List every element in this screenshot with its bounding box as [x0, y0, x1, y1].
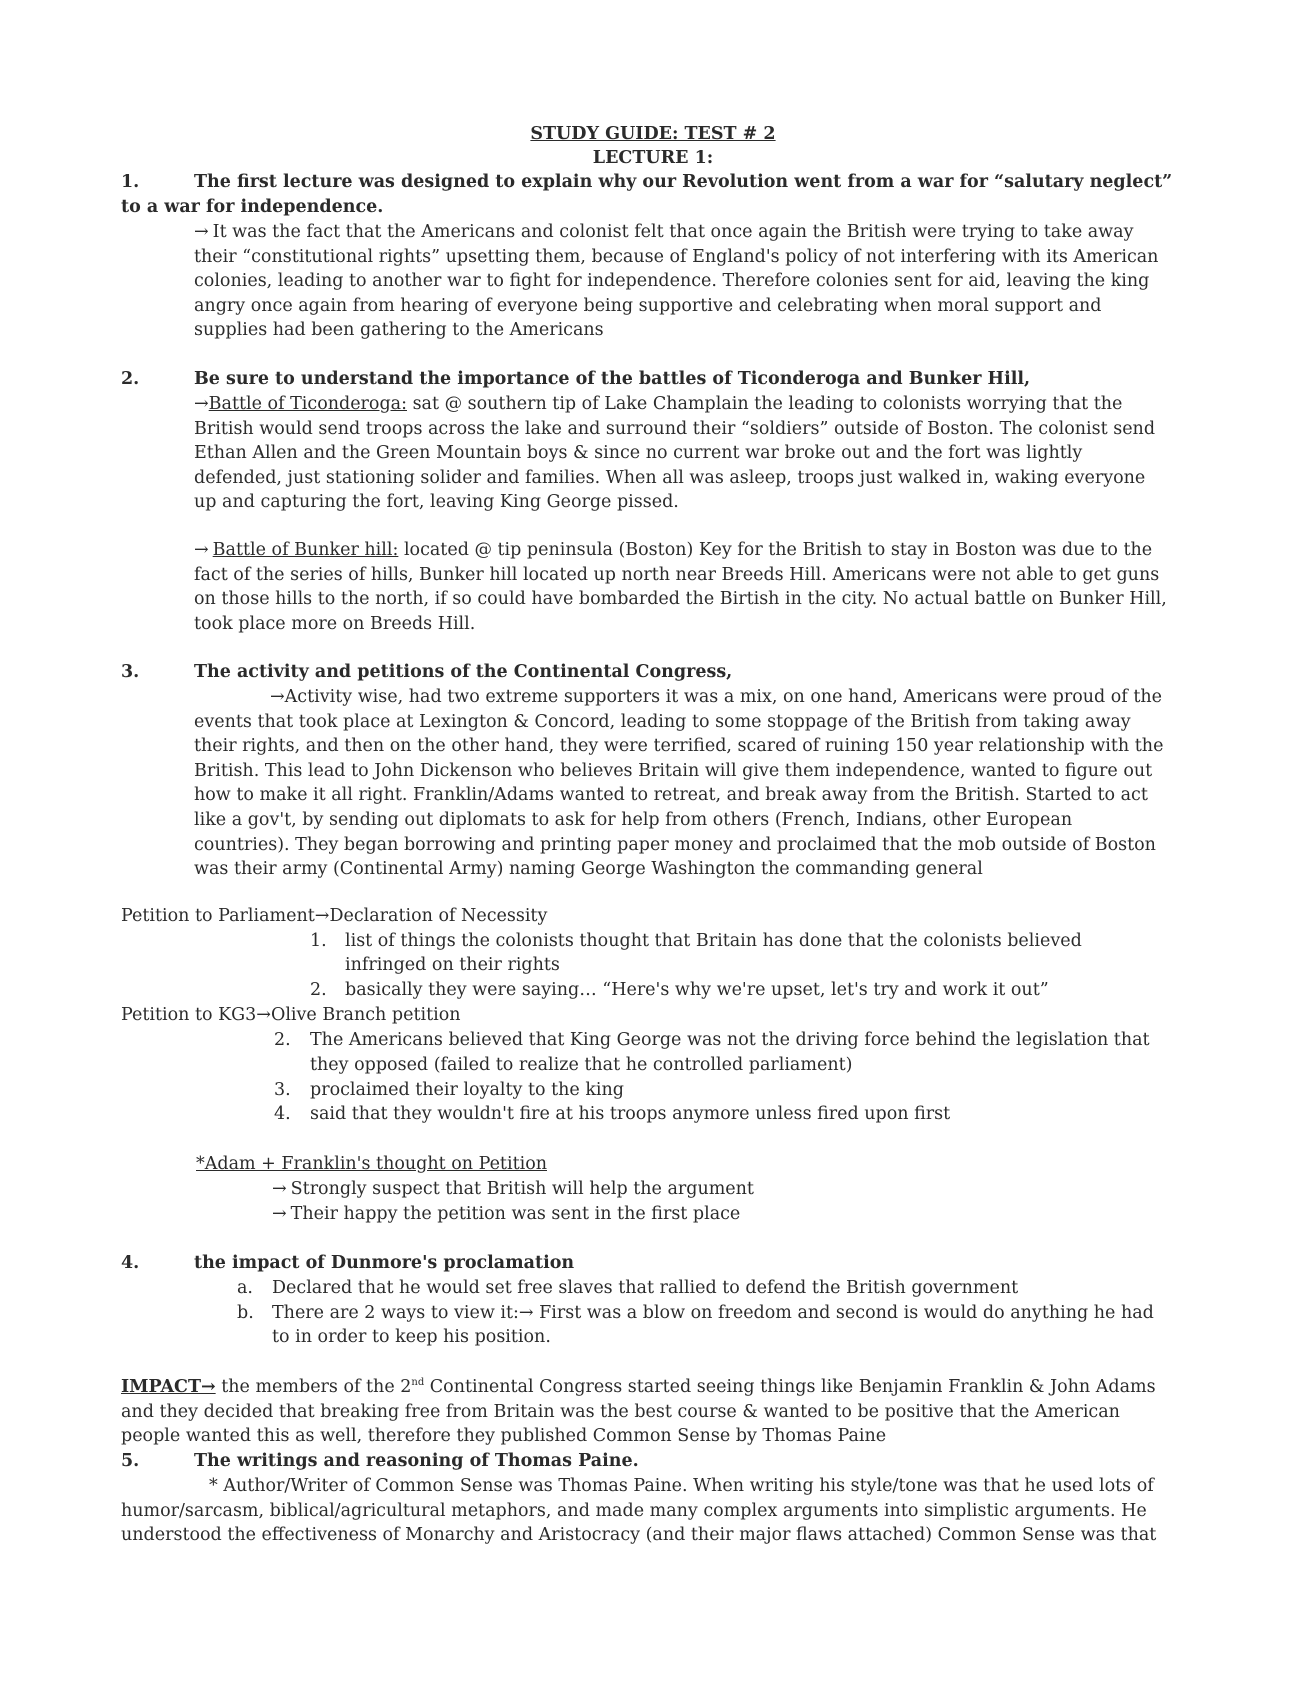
bunker-hill-line: fact of the series of hills, Bunker hill located up north near Breeds Hill. Americans were not able to get guns [194, 564, 1160, 585]
ticonderoga-line: British would send troops across the lake and surround their “soldiers” outside of Boston. The colonist send [194, 418, 1156, 439]
petition-kg3-heading: Petition to KG3→Olive Branch petition [121, 1005, 461, 1025]
arrow-icon: → [194, 540, 209, 560]
activity-line: →Activity wise, had two extreme supporters it was a mix, on one hand, Americans were proud of the [270, 687, 1162, 707]
q1-heading-line1: The first lecture was designed to explain why our Revolution went from a war for “salutary neglect” [194, 172, 1173, 192]
bunker-hill-label: Battle of Bunker hill: [212, 540, 399, 560]
bunker-hill-paragraph [194, 538, 1167, 636]
q5-heading: The writings and reasoning of Thomas Paine. [194, 1451, 639, 1471]
petition-parliament-item-cont: infringed on their rights [345, 955, 560, 975]
q1-number: 1. [121, 172, 140, 192]
petition-kg3-item: proclaimed their loyalty to the king [310, 1080, 624, 1100]
q4-number: 4. [121, 1253, 140, 1273]
ticonderoga-label: Battle of Ticonderoga: [208, 394, 407, 414]
activity-line: countries). They began borrowing and printing paper money and proclaimed that the mob outside of Boston [194, 834, 1156, 855]
petition-kg3-item-number: 4. [274, 1104, 291, 1124]
q1-answer-line: angry once again from hearing of everyone being supportive and celebrating when moral support and [194, 295, 1102, 316]
impact-line: people wanted this as well, therefore they published Common Sense by Thomas Paine [121, 1426, 887, 1447]
q4-heading: the impact of Dunmore's proclamation [194, 1253, 575, 1273]
petition-parliament-item: list of things the colonists thought that Britain has done that the colonists believed [345, 931, 1082, 951]
petition-kg3-item-number: 2. [274, 1030, 291, 1050]
impact-line: IMPACT→ the members of the 2nd Continental Congress started seeing things like Benjamin Franklin & John Adams [121, 1377, 1156, 1397]
arrow-icon: → [518, 1303, 534, 1323]
q2-heading: Be sure to understand the importance of the battles of Ticonderoga and Bunker Hill, [194, 369, 1031, 389]
q5-answer-line: * Author/Writer of Common Sense was Thomas Paine. When writing his style/tone was that he used lots of [209, 1476, 1154, 1496]
q5-number: 5. [121, 1451, 140, 1471]
q1-answer-line: their “constitutional rights” upsetting them, because of England's policy of not interfering with its American [194, 246, 1159, 267]
activity-line: their rights, and then on the other hand, they were terrified, scared of ruining 150 year relationship with the [194, 736, 1164, 757]
arrow-icon: → [200, 1377, 216, 1397]
impact-paragraph [121, 1375, 1156, 1449]
lecture-heading: LECTURE 1: [592, 148, 714, 168]
thought-item: → Strongly suspect that British will help the argument [272, 1179, 754, 1199]
q4-item-letter: b. [237, 1303, 254, 1323]
petition-kg3-item: The Americans believed that King George was not the driving force behind the legislation that [310, 1030, 1150, 1050]
q3-heading: The activity and petitions of the Continental Congress, [194, 662, 733, 682]
q4-item-letter: a. [237, 1278, 253, 1298]
impact-line: and they decided that breaking free from Britain was the best course & wanted to be positive that the American [121, 1401, 1120, 1422]
petition-parliament-item-number: 2. [310, 980, 327, 1000]
activity-line: like a gov't, by sending out diplomats to ask for help from others (French, Indians, other European [194, 809, 1073, 830]
q4-item: Declared that he would set free slaves that rallied to defend the British government [272, 1278, 1019, 1298]
petition-kg3-item: said that they wouldn't fire at his troops anymore unless fired upon first [310, 1104, 951, 1124]
q4-item-cont: to in order to keep his position. [272, 1327, 551, 1347]
document-title: STUDY GUIDE: TEST # 2 [530, 124, 776, 144]
q5-answer-line: understood the effectiveness of Monarchy and Aristocracy (and their major flaws attached) Common Sense was that [121, 1525, 1157, 1546]
arrow-icon: → [272, 1179, 287, 1199]
arrow-icon: → [272, 1204, 287, 1224]
ticonderoga-line: →Battle of Ticonderoga: sat @ southern tip of Lake Champlain the leading to colonists worrying that the [194, 394, 1123, 414]
activity-line: how to make it all right. Franklin/Adams wanted to retreat, and break away from the British. Started to act [194, 785, 1148, 806]
ticonderoga-paragraph [194, 392, 1155, 515]
bunker-hill-line: on those hills to the north, if so could have bombarded the Birtish in the city. No actual battle on Bunker Hill, [194, 589, 1167, 610]
q5-answer [121, 1474, 1156, 1548]
thought-item: → Their happy the petition was sent in the first place [272, 1204, 741, 1224]
q1-heading-line2: to a war for independence. [121, 197, 384, 217]
q1-answer [194, 220, 1158, 343]
activity-line: was their army (Continental Army) naming George Washington the commanding general [194, 859, 983, 880]
arrow-icon: → [194, 222, 209, 242]
bunker-hill-line: took place more on Breeds Hill. [194, 613, 476, 634]
activity-line: events that took place at Lexington & Concord, leading to some stoppage of the British from taking away [194, 711, 1131, 732]
arrow-icon: → [194, 394, 209, 414]
q1-answer-line: → It was the fact that the Americans and colonist felt that once again the British were trying to take away [194, 222, 1134, 242]
thought-on-petition-heading: *Adam + Franklin's thought on Petition [196, 1154, 547, 1174]
activity-line: British. This lead to John Dickenson who believes Britain will give them independence, wanted to figure out [194, 760, 1153, 781]
arrow-icon: → [256, 1005, 271, 1025]
q1-answer-line: supplies had been gathering to the Americans [194, 320, 604, 341]
ticonderoga-line: up and capturing the fort, leaving King George pissed. [194, 492, 679, 513]
q3-activity-paragraph [194, 685, 1163, 882]
bunker-hill-line: → Battle of Bunker hill: located @ tip peninsula (Boston) Key for the British to stay in Boston was due to the [194, 540, 1153, 560]
impact-label: IMPACT→ [121, 1377, 216, 1397]
q1-answer-line: colonies, leading to another war to fight for independence. Therefore colonies sent for aid, leaving the king [194, 271, 1150, 292]
q5-answer-line: humor/sarcasm, biblical/agricultural metaphors, and made many complex arguments into simplistic arguments. He [121, 1500, 1147, 1521]
q3-number: 3. [121, 662, 140, 682]
petition-parliament-item-number: 1. [310, 931, 327, 951]
arrow-icon: → [314, 906, 330, 926]
ticonderoga-line: defended, just stationing solider and families. When all was asleep, troops just walked in, waking everyone [194, 467, 1146, 488]
petition-parliament-item: basically they were saying… “Here's why we're upset, let's try and work it out” [345, 980, 1049, 1000]
petition-parliament-heading: Petition to Parliament→Declaration of Necessity [121, 906, 548, 926]
q2-number: 2. [121, 369, 140, 389]
q4-item: There are 2 ways to view it:→ First was a blow on freedom and second is would do anything he had [272, 1303, 1154, 1323]
arrow-icon: → [270, 687, 285, 707]
petition-kg3-item-number: 3. [274, 1080, 291, 1100]
ticonderoga-line: Ethan Allen and the Green Mountain boys & since no current war broke out and the fort was lightly [194, 443, 1083, 464]
petition-kg3-item-cont: they opposed (failed to realize that he controlled parliament) [310, 1055, 853, 1075]
